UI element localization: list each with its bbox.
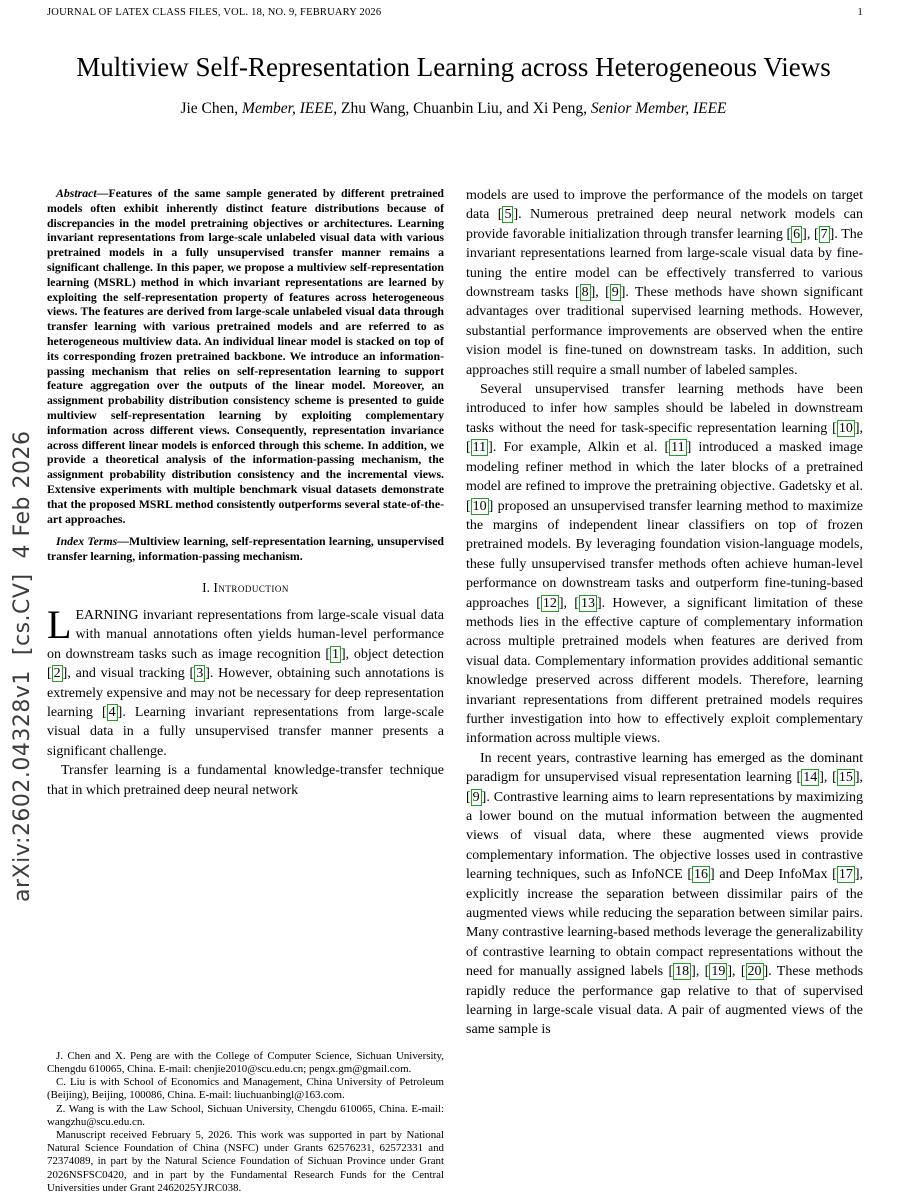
citation-ref[interactable]: 3 (196, 666, 204, 682)
footnote-affiliation-2: C. Liu is with School of Economics and Management, China University of Petroleum (Beijing), Beijing, 100086, China. E-mail: liuchuanbingl@163.com. (47, 1076, 444, 1102)
two-column-body (47, 186, 863, 1195)
citation-ref[interactable]: 14 (803, 770, 818, 786)
paragraph: Several unsupervised transfer learning methods have been introduced to infer how samples should be labeled in downstream tasks without the need for task-specific representation learning [ 10 ], [ 11 ]. For example, Alkin et al. [ 11 ] introduced a masked image modeling refiner method in which the later blocks of a pretrained model are refined to improve the pretraining objective. Gadetsky et al. [ 10 ] proposed an unsupervised transfer learning method to maximize the margins of independent linear classifiers on top of frozen pretrained models. By leveraging foundation vision-language models, these fully unsupervised transfer methods often achieve human-level performance on downstream tasks and outperform fine-tuning-based approaches [ 12 ], [ 13 ]. However, a significant limitation of these methods lies in the effective capture of complementary information across multiple pretrained models when features are derived from visual data. Complementary information provides additional semantic knowledge preserved across different models. Therefore, learning invariant representations from different pretrained models requires further investigation into how to effectively exploit complementary information across multiple views. (466, 382, 863, 747)
citation-ref[interactable]: 15 (838, 770, 853, 786)
abstract (47, 186, 444, 526)
citation-ref[interactable]: 1 (332, 646, 339, 662)
citation-ref[interactable]: 4 (108, 704, 116, 720)
paper-title: Multiview Self-Representation Learning across Heterogeneous Views (76, 52, 831, 82)
citation-ref[interactable]: 5 (504, 207, 512, 223)
page-number: 1 (857, 7, 863, 18)
paragraph: In recent years, contrastive learning has emerged as the dominant paradigm for unsupervised visual representation learning [ 14 ], [ 15 ], [ 9 ]. Contrastive learning aims to learn representations by maximizing a lower bound on the mutual information between the augmented views of visual data, where these augmented views provide complementary information. The objective losses used in contrastive learning techniques, such as InfoNCE [ 16 ] and Deep InfoMax [ 17 ], explicitly increase the separation between dissimilar pairs of the augmented views while reducing the separation between similar pairs. Many contrastive learning-based methods leverage the generalizability of contrastive learning to obtain compact representations without the need for manually assigned labels [ 18 ], [ 19 ], [ 20 ]. These methods rapidly reduce the performance gap relative to that of supervised learning in large-scale visual data. A pair of augmented views of the same sample is (466, 750, 863, 1038)
citation-ref[interactable]: 12 (542, 595, 557, 611)
footnote-affiliation-1: J. Chen and X. Peng are with the College of Computer Science, Sichuan University, Chengdu 610065, China. E-mail: chenjie2010@scu.edu.cn; pengx.gm@gmail.com. (47, 1049, 444, 1075)
citation-ref[interactable]: 16 (694, 867, 708, 883)
citation-ref[interactable]: 13 (580, 595, 595, 611)
index-terms (47, 534, 444, 564)
footnote-funding: Manuscript received February 5, 2026. This work was supported in part by National Natural Science Foundation of China (NSFC) under Grants 62576231, 62572331 and 72374089, in part by the Natural Science Foundation of Sichuan Province under Grant 2026NSFSC0420, and in part by the Fundamental Research Funds for the Central Universities under Grant 2462025YJRC038. (47, 1128, 444, 1194)
right-column (466, 186, 863, 1195)
citation-ref[interactable]: 11 (671, 440, 685, 456)
section-title: Introduction (213, 579, 289, 595)
arxiv-watermark: arXiv:2602.04328v1 [cs.CV] 4 Feb 2026 (10, 430, 35, 902)
index-terms-text: Multiview learning, self-representation learning, unsupervised transfer learning, information-passing mechanism. (47, 534, 444, 564)
left-column-body (47, 601, 444, 800)
citation-ref[interactable]: 17 (838, 867, 853, 883)
citation-ref[interactable]: 11 (472, 440, 487, 456)
abstract-label: Abstract— (56, 186, 109, 200)
citation-ref[interactable]: 9 (611, 285, 619, 301)
left-column (47, 186, 444, 1195)
citation-ref[interactable]: 18 (675, 964, 690, 980)
paragraph-intro-first (47, 601, 444, 761)
citation-ref[interactable]: 7 (820, 226, 828, 242)
journal-header-text: JOURNAL OF LATEX CLASS FILES, VOL. 18, NO. 9, FEBRUARY 2026 (47, 7, 382, 18)
citation-ref[interactable]: 10 (472, 498, 487, 514)
citation-ref[interactable]: 20 (747, 964, 762, 980)
citation-ref[interactable]: 2 (53, 666, 61, 682)
index-terms-label: Index Terms— (56, 534, 130, 549)
paragraph: models are used to improve the performance of the models on target data [ 5 ]. Numerous pretrained deep neural network models can provide favorable initialization through transfer learning [ 6 ], [ 7 ]. The invariant representations learned from large-scale visual data by fine-tuning the entire model can be effectively transferred to various downstream tasks [ 8 ], [ 9 ]. These methods have shown significant advantages over traditional supervised learning methods. However, substantial performance improvements are observed when the entire vision model is fine-tuned on downstream tasks. In addition, such approaches still require a small number of labeled samples. (466, 188, 863, 378)
citation-ref[interactable]: 8 (581, 285, 589, 301)
citation-ref[interactable]: 9 (472, 789, 480, 805)
authors-line: Jie Chen, Member, IEEE, Zhu Wang, Chuanbin Liu, and Xi Peng, Senior Member, IEEE (180, 100, 727, 117)
citation-ref[interactable]: 19 (711, 964, 726, 980)
drop-cap: L (47, 601, 72, 647)
section-heading-introduction (47, 580, 444, 596)
citation-ref[interactable]: 6 (793, 226, 801, 242)
paragraph: Transfer learning is a fundamental knowledge-transfer technique that in which pretrained deep neural network (47, 763, 444, 798)
running-header (47, 7, 863, 18)
first-page-footnotes (47, 1040, 444, 1195)
abstract-text: Features of the same sample generated by different pretrained models often exhibit inherently distinct feature distributions because of discrepancies in the model pretraining objectives or architectures. Learning invariant representations from large-scale unlabeled visual data with various pretrained models in a fully unsupervised transfer manner remains a significant challenge. In this paper, we propose a multiview self-representation learning (MSRL) method in which invariant representations are learned by exploiting the self-representation property of features across heterogeneous views. The features are derived from large-scale unlabeled visual data through transfer learning with various pretrained models and are referred to as heterogeneous multiview data. An individual linear model is stacked on top of its corresponding frozen pretrained backbone. We introduce an information-passing mechanism that relies on self-representation learning to support feature aggregation over the outputs of the linear model. Moreover, an assignment probability distribution consistency scheme is presented to guide multiview self-representation learning by exploiting complementary information across different views. Consequently, representation invariance across different linear models is enforced through this scheme. In addition, we provide a theoretical analysis of the information-passing mechanism, the assignment probability distribution consistency and the incremental views. Extensive experiments with multiple benchmark visual datasets demonstrate that the proposed MSRL method consistently outperforms several state-of-the-art approaches. (47, 186, 444, 526)
footnote-affiliation-3: Z. Wang is with the Law School, Sichuan University, Chengdu 610065, China. E-mail: wangzhu@scu.edu.cn. (47, 1102, 444, 1128)
citation-ref[interactable]: 10 (838, 420, 853, 436)
paragraph-text: EARNING invariant representations from large-scale visual data with manual annotations often yields human-level performance on downstream tasks such as image recognition [ 1 ], object detection [ 2 ], and visual tracking [ 3 ]. However, obtaining such annotations is extremely expensive and may not be necessary for deep representation learning [ 4 ]. Learning invariant representations from large-scale visual data in a fully unsupervised transfer manner presents a significant challenge. (47, 607, 444, 759)
section-number: I. (202, 579, 210, 595)
